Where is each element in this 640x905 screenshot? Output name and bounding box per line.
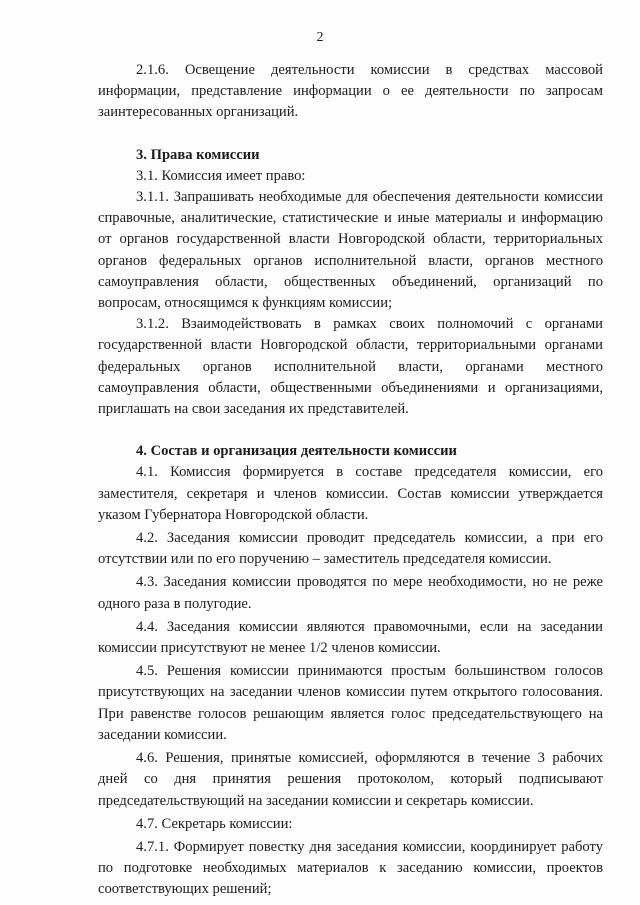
- paragraph-2-1-6: 2.1.6. Освещение деятельности комиссии в средствах массовой информации, представление информации о ее деятельности по запросам заинтересованных организаций.: [98, 62, 603, 121]
- paragraph-3-1-1: 3.1.1. Запрашивать необходимые для обеспечения деятельности комиссии справочные, аналитические, статистические и иные материалы и информацию от органов государственной власти Новгородской области, территориальных органов федеральных органов исполнительной власти, органов местного самоуправления области, общественных объединений, организаций по вопросам, относящимся к функциям комиссии;: [98, 189, 603, 312]
- paragraph-4-6: 4.6. Решения, принятые комиссией, оформляются в течение 3 рабочих дней со дня принятия решения протоколом, который подписывают председательствующий на заседании комиссии и секретарь комиссии.: [98, 750, 603, 809]
- page-number: 2: [316, 30, 324, 45]
- paragraph-4-4: 4.4. Заседания комиссии являются правомочными, если на заседании комиссии присутствуют не менее 1/2 членов комиссии.: [98, 618, 603, 657]
- paragraph-4-1: 4.1. Комиссия формируется в составе председателя комиссии, его заместителя, секретаря и членов комиссии. Состав комиссии утверждается указом Губернатора Новгородской области.: [98, 464, 603, 523]
- document-body: [98, 60, 603, 901]
- paragraph-4-2: 4.2. Заседания комиссии проводит председатель комиссии, а при его отсутствии или по его поручению – заместитель председателя комиссии.: [98, 530, 603, 568]
- paragraph-3-1-2: 3.1.2. Взаимодействовать в рамках своих полномочий с органами государственной власти Новгородской области, территориальными органами федеральных органов исполнительной власти, органами местного самоуправления области, общественными объединениями и организациями, приглашать на свои заседания их представителей.: [98, 316, 603, 418]
- section-heading-4: 4. Состав и организация деятельности комиссии: [136, 443, 457, 460]
- paragraph-4-5: 4.5. Решения комиссии принимаются простым большинством голосов присутствующих на заседании членов комиссии путем открытого голосования. При равенстве голосов решающим является голос председательствующего на заседании комиссии.: [98, 663, 603, 743]
- paragraph-3-1: 3.1. Комиссия имеет право:: [136, 167, 306, 184]
- section-heading-3: 3. Права комиссии: [136, 146, 260, 163]
- paragraph-4-7-1: 4.7.1. Формирует повестку дня заседания комиссии, координирует работу по подготовке необходимых материалов к заседанию комиссии, проектов соответствующих решений;: [98, 838, 603, 898]
- paragraph-4-7: 4.7. Секретарь комиссии:: [136, 815, 293, 832]
- paragraph-4-3: 4.3. Заседания комиссии проводятся по мере необходимости, но не реже одного раза в полугодие.: [98, 574, 603, 612]
